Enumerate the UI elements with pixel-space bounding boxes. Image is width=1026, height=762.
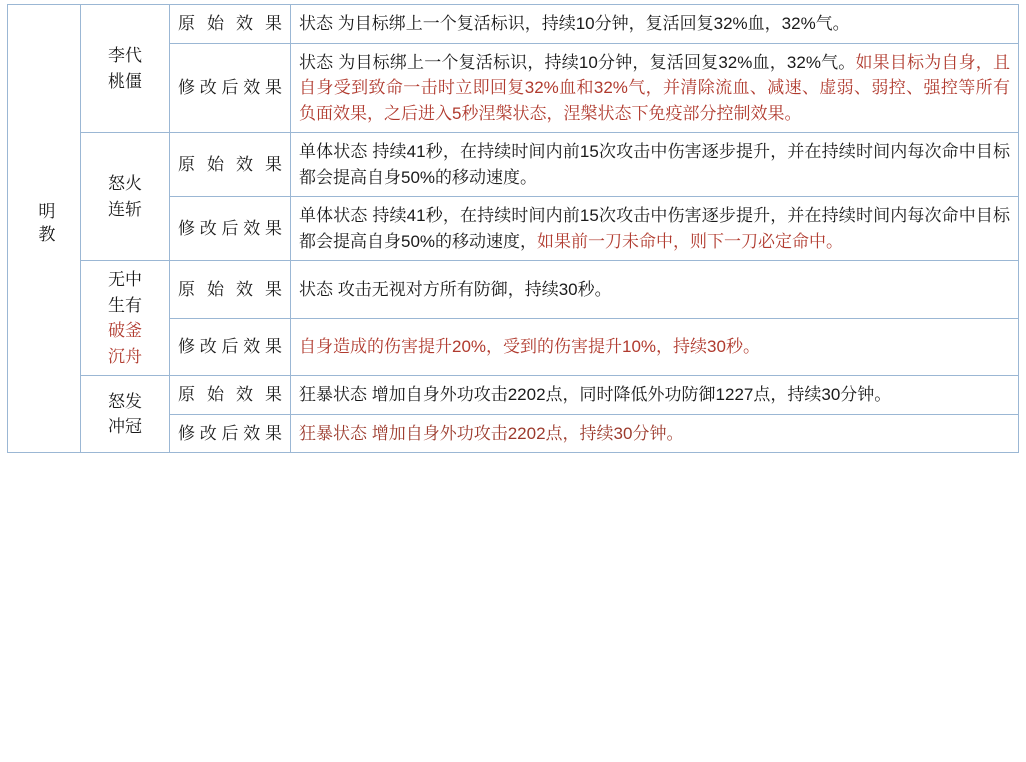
desc-modified-2 — [291, 197, 1019, 261]
label-modified-1: 修改后效果 — [170, 43, 291, 133]
label-original-2: 原始效果 — [170, 133, 291, 197]
effect-prefix: 状态 — [299, 52, 334, 72]
label-original-1: 原始效果 — [170, 5, 291, 44]
skill-name-line: 怒发 — [107, 391, 142, 411]
skill-name-line: 无中 — [107, 270, 142, 289]
skill-name-line: 李代 — [107, 46, 142, 65]
desc-original-3 — [291, 261, 1019, 319]
skill-comparison-sheet — [0, 4, 1026, 762]
label-original-4: 原始效果 — [170, 376, 291, 415]
skill-name-line: 桃僵 — [107, 71, 142, 91]
skill-name-line: 生有 — [107, 295, 142, 315]
skill-name-line: 连斩 — [107, 199, 142, 219]
effect-prefix: 狂暴状态 — [299, 385, 367, 404]
skill-name-cell-3 — [81, 261, 170, 376]
skill-name-line: 怒火 — [107, 174, 142, 193]
label-modified-3: 修改后效果 — [170, 318, 291, 376]
effect-text-red: 如果前一刀未命中，则下一刀必定命中。 — [537, 231, 844, 251]
effect-text-red: 狂暴状态 增加自身外功攻击2202点，持续30分钟。 — [299, 423, 684, 443]
table-row — [8, 376, 1019, 415]
effect-text-black: 持续41秒，在持续时间内前15次攻击中伤害逐步提升，并在持续时间内每次命中目标都会提高自身50%的移动速度， — [299, 206, 1011, 251]
skill-name-line: 冲冠 — [107, 417, 142, 436]
effect-text-black: 为目标绑上一个复活标识，持续10分钟，复活回复32%血，32%气。 — [333, 52, 856, 72]
school-cell — [8, 5, 81, 453]
skill-name-line: 沉舟 — [107, 346, 142, 366]
school-label: 明教 — [35, 201, 55, 248]
effect-prefix: 状态 — [299, 279, 333, 299]
desc-modified-4 — [291, 414, 1019, 453]
effect-text-red: 如果目标为自身，且自身受到致命一击时立即回复32%血和32%气，并清除流血、减速、虚弱、弱控、强控等所有负面效果，之后进入5秒涅槃状态，涅槃状态下免疫部分控制效果。 — [299, 52, 1010, 123]
effect-prefix: 单体状态 — [299, 142, 368, 161]
label-original-3: 原始效果 — [170, 261, 291, 319]
desc-original-2 — [291, 133, 1019, 197]
table-row — [8, 261, 1019, 319]
skill-table — [7, 4, 1019, 453]
table-row — [8, 133, 1019, 197]
effect-text: 攻击无视对方所有防御，持续30秒。 — [333, 279, 612, 299]
desc-modified-3 — [291, 318, 1019, 376]
effect-text: 为目标绑上一个复活标识，持续10分钟，复活回复32%血，32%气。 — [333, 14, 850, 33]
desc-original-4 — [291, 376, 1019, 415]
effect-text: 持续41秒，在持续时间内前15次攻击中伤害逐步提升，并在持续时间内每次命中目标都会提高自身50%的移动速度。 — [299, 142, 1011, 187]
skill-name-line: 破釜 — [107, 321, 142, 340]
effect-text: 增加自身外功攻击2202点，同时降低外功防御1227点，持续30分钟。 — [367, 385, 892, 404]
effect-text-red: 自身造成的伤害提升20%，受到的伤害提升10%，持续30秒。 — [299, 337, 760, 356]
desc-modified-1 — [291, 43, 1019, 133]
skill-name-cell-4 — [81, 376, 170, 453]
skill-name-cell-2 — [81, 133, 170, 261]
label-modified-2: 修改后效果 — [170, 197, 291, 261]
effect-prefix: 状态 — [299, 14, 333, 33]
table-row — [8, 5, 1019, 44]
label-modified-4: 修改后效果 — [170, 414, 291, 453]
desc-original-1 — [291, 5, 1019, 44]
effect-prefix: 单体状态 — [299, 206, 368, 225]
skill-name-cell-1 — [81, 5, 170, 133]
